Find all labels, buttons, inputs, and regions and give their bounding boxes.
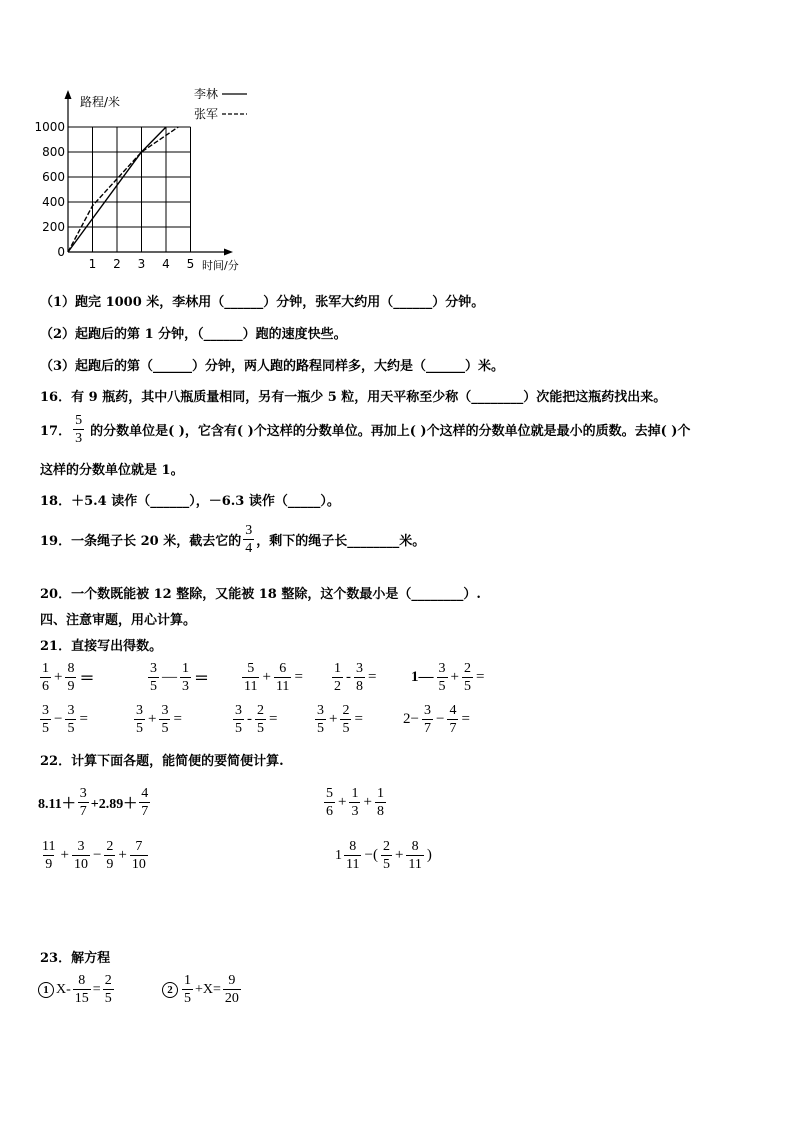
- distance-time-chart: [30, 82, 260, 277]
- y-tick-label: 600: [42, 170, 65, 184]
- q19-fraction: [243, 522, 254, 557]
- q23-equation-2: 2 $\frac{1}{5}$ +X= $\frac{9}{20}$: [162, 972, 243, 1007]
- q21-expr-10: 2− $\frac{3}{7}$ − $\frac{4}{7}$ =: [403, 703, 470, 736]
- q19-before: 19．一条绳子长 20 米，截去它的: [40, 534, 242, 549]
- question-16: 16．有 9 瓶药，其中八瓶质量相同，另有一瓶少 5 粒，用天平称至少称（________）次能把这瓶药找出来。: [40, 390, 667, 405]
- q17-frac-den: 3: [75, 431, 83, 446]
- q21-expr-4: $\frac{1}{2}$ - $\frac{3}{8}$ =: [334, 661, 377, 694]
- q15-part3: （3）起跑后的第（______）分钟，两人跑的路程同样多，大约是（______）米。: [40, 359, 505, 374]
- q21-expr-5: 1— $\frac{3}{5}$ + $\frac{2}{5}$ =: [411, 661, 485, 694]
- q19-frac-den: 4: [245, 541, 253, 556]
- y-tick-label: 400: [42, 195, 65, 209]
- question-17-line2: 这样的分数单位就是 1。: [40, 463, 184, 478]
- chart-tick-labels: [34, 120, 194, 271]
- q21-expr-6: $\frac{3}{5}$ − $\frac{3}{5}$ =: [42, 703, 88, 736]
- y-axis-label: 路程/米: [80, 95, 121, 109]
- question-21-title: 21．直接写出得数。: [40, 639, 163, 654]
- q22-expr-1: 8.11＋ $\frac{3}{7}$ +2.89＋ $\frac{4}{7}$: [38, 786, 149, 819]
- q19-after: ，剩下的绳子长________米。: [256, 534, 426, 549]
- chart-legend: [194, 86, 247, 121]
- q19-frac-num: 3: [245, 523, 253, 538]
- q21-expr-8: $\frac{3}{5}$ - $\frac{2}{5}$ =: [235, 703, 278, 736]
- y-tick-label: 800: [42, 145, 65, 159]
- q15-part2: （2）起跑后的第 1 分钟，（______）跑的速度快些。: [40, 327, 347, 342]
- q17-text: 的分数单位是( )，它含有( )个这样的分数单位。再加上( )个这样的分数单位就是最小的质数。去掉( )个: [90, 424, 691, 439]
- y-tick-label: 1000: [34, 120, 65, 134]
- series-line-zhangjun: [68, 127, 178, 252]
- y-tick-label: 0: [57, 245, 65, 259]
- question-17-line1: [40, 412, 690, 447]
- x-tick-label: 5: [186, 257, 195, 271]
- y-tick-label: 200: [42, 220, 65, 234]
- x-tick-label: 3: [137, 257, 146, 271]
- q21-expr-9: $\frac{3}{5}$ + $\frac{2}{5}$ =: [317, 703, 363, 736]
- x-axis-arrow: [224, 249, 233, 256]
- q21-expr-7: $\frac{3}{5}$ + $\frac{3}{5}$ =: [136, 703, 182, 736]
- legend-label-lilin: 李林: [194, 87, 219, 101]
- q17-frac-num: 5: [75, 413, 83, 428]
- x-tick-label: 1: [88, 257, 97, 271]
- q15-part1: （1）跑完 1000 米，李林用（______）分钟，张军大约用（______）分钟。: [40, 295, 485, 310]
- q21-expr-1: $\frac{1}{6}$ + $\frac{8}{9}$ ＝: [42, 661, 95, 694]
- legend-label-zhangjun: 张军: [194, 107, 219, 121]
- x-tick-label: 2: [113, 257, 121, 271]
- question-22-title: 22．计算下面各题，能简便的要简便计算.: [40, 754, 284, 769]
- q21-expr-2: $\frac{3}{5}$ — $\frac{1}{3}$ ＝: [150, 661, 210, 694]
- question-23-title: 23．解方程: [40, 951, 111, 966]
- circled-number-2: 2: [162, 982, 178, 998]
- q22-expr-3: $\frac{11}{9}$ + $\frac{3}{10}$ − $\frac{2}{9}$ + $\frac{7}{10}$: [42, 839, 146, 872]
- q23-equation-1: 1 X- $\frac{8}{15}$ = $\frac{2}{5}$: [38, 972, 116, 1007]
- chart-grid: [68, 127, 191, 252]
- x-axis-label: 时间/分: [202, 259, 239, 272]
- question-18: 18．＋5.4 读作（______），－6.3 读作（_____）。: [40, 494, 340, 509]
- q17-number: 17．: [40, 424, 72, 439]
- q17-fraction: [73, 412, 84, 447]
- circled-number-1: 1: [38, 982, 54, 998]
- q21-expr-3: $\frac{5}{11}$ + $\frac{6}{11}$ =: [244, 661, 303, 694]
- x-tick-label: 4: [162, 257, 170, 271]
- question-19: [40, 522, 425, 557]
- section-4-heading: 四、注意审题，用心计算。: [40, 613, 197, 628]
- chart-series: [68, 127, 178, 252]
- y-axis-arrow: [65, 90, 72, 99]
- q22-expr-4: 1 $\frac{8}{11}$ −( $\frac{2}{5}$ + $\frac{8}{11}$ ): [335, 839, 432, 872]
- question-20: 20．一个数既能被 12 整除，又能被 18 整除，这个数最小是（________）.: [40, 587, 481, 602]
- q22-expr-2: $\frac{5}{6}$ + $\frac{1}{3}$ + $\frac{1}{8}$: [326, 786, 384, 819]
